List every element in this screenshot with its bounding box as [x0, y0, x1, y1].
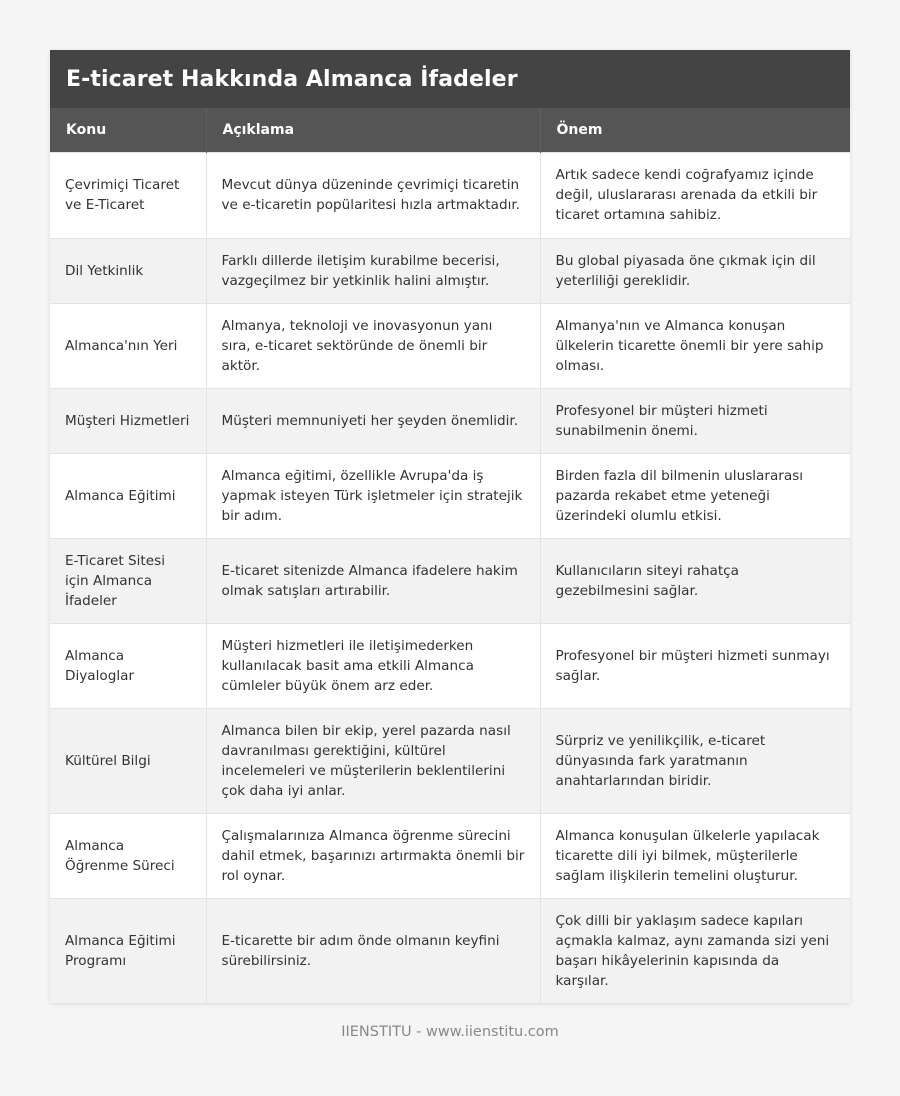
table-row [50, 238, 850, 303]
column-header-konu: Konu [66, 121, 107, 138]
cell-konu: E-Ticaret Sitesi için Almanca İfadeler [50, 538, 206, 623]
cell-konu: Almanca Eğitimi Programı [50, 898, 206, 1003]
cell-aciklama: Almanca bilen bir ekip, yerel pazarda nasıl davranılması gerektiğini, kültürel incelemeleri ve müşterilerin beklentilerini çok daha iyi anlar. [206, 708, 540, 813]
title-bar [50, 50, 850, 108]
table-title: E-ticaret Hakkında Almanca İfadeler [66, 66, 518, 92]
cell-onem: Profesyonel bir müşteri hizmeti sunmayı sağlar. [540, 623, 850, 708]
cell-aciklama: Çalışmalarınıza Almanca öğrenme sürecini dahil etmek, başarınızı artırmakta önemli bir rol oynar. [206, 813, 540, 898]
cell-konu: Dil Yetkinlik [50, 238, 206, 303]
cell-aciklama: Almanya, teknoloji ve inovasyonun yanı sıra, e-ticaret sektöründe de önemli bir aktör. [206, 303, 540, 388]
table-body [50, 152, 850, 1003]
cell-onem: Kullanıcıların siteyi rahatça gezebilmesini sağlar. [540, 538, 850, 623]
cell-konu: Almanca Diyaloglar [50, 623, 206, 708]
table-row [50, 453, 850, 538]
cell-onem: Almanya'nın ve Almanca konuşan ülkelerin ticarette önemli bir yere sahip olması. [540, 303, 850, 388]
footer-credit: IIENSTITU - www.iienstitu.com [341, 1024, 559, 1040]
cell-onem: Çok dilli bir yaklaşım sadece kapıları açmakla kalmaz, aynı zamanda sizi yeni başarı hikâyelerinin kapısında da karşılar. [540, 898, 850, 1003]
cell-aciklama: Farklı dillerde iletişim kurabilme becerisi, vazgeçilmez bir yetkinlik halini almıştır. [206, 238, 540, 303]
column-header-onem: Önem [540, 108, 850, 152]
cell-aciklama: E-ticaret sitenizde Almanca ifadelere hakim olmak satışları artırabilir. [206, 538, 540, 623]
cell-onem: Artık sadece kendi coğrafyamız içinde değil, uluslararası arenada da etkili bir ticaret ortamına sahibiz. [540, 152, 850, 238]
cell-aciklama: Müşteri memnuniyeti her şeyden önemlidir. [206, 388, 540, 453]
table-row [50, 813, 850, 898]
cell-aciklama: Almanca eğitimi, özellikle Avrupa'da iş yapmak isteyen Türk işletmeler için stratejik bir adım. [206, 453, 540, 538]
table-row [50, 388, 850, 453]
cell-konu: Müşteri Hizmetleri [50, 388, 206, 453]
data-table [50, 108, 850, 1003]
cell-aciklama: Mevcut dünya düzeninde çevrimiçi ticaretin ve e-ticaretin popülaritesi hızla artmaktadır. [206, 152, 540, 238]
cell-konu: Çevrimiçi Ticaret ve E-Ticaret [50, 152, 206, 238]
cell-onem: Profesyonel bir müşteri hizmeti sunabilmenin önemi. [540, 388, 850, 453]
table-header [50, 108, 850, 152]
cell-aciklama: Müşteri hizmetleri ile iletişimederken kullanılacak basit ama etkili Almanca cümleler büyük önem arz eder. [206, 623, 540, 708]
cell-onem: Sürpriz ve yenilikçilik, e-ticaret dünyasında fark yaratmanın anahtarlarından biridir. [540, 708, 850, 813]
cell-onem: Almanca konuşulan ülkelerle yapılacak ticarette dili iyi bilmek, müşterilerle sağlam ilişkilerin temelini oluşturur. [540, 813, 850, 898]
cell-onem: Birden fazla dil bilmenin uluslararası pazarda rekabet etme yeteneği üzerindeki olumlu etkisi. [540, 453, 850, 538]
cell-konu: Almanca Öğrenme Süreci [50, 813, 206, 898]
cell-aciklama: E-ticarette bir adım önde olmanın keyfini sürebilirsiniz. [206, 898, 540, 1003]
cell-onem: Bu global piyasada öne çıkmak için dil yeterliliği gereklidir. [540, 238, 850, 303]
table-card [50, 50, 850, 1003]
table-row [50, 623, 850, 708]
header-row [50, 108, 850, 152]
table-row [50, 538, 850, 623]
column-header-aciklama: Açıklama [206, 108, 540, 152]
table-row [50, 708, 850, 813]
table-row [50, 303, 850, 388]
table-row [50, 898, 850, 1003]
cell-konu: Almanca Eğitimi [50, 453, 206, 538]
cell-konu: Almanca'nın Yeri [50, 303, 206, 388]
table-row [50, 152, 850, 238]
cell-konu: Kültürel Bilgi [50, 708, 206, 813]
